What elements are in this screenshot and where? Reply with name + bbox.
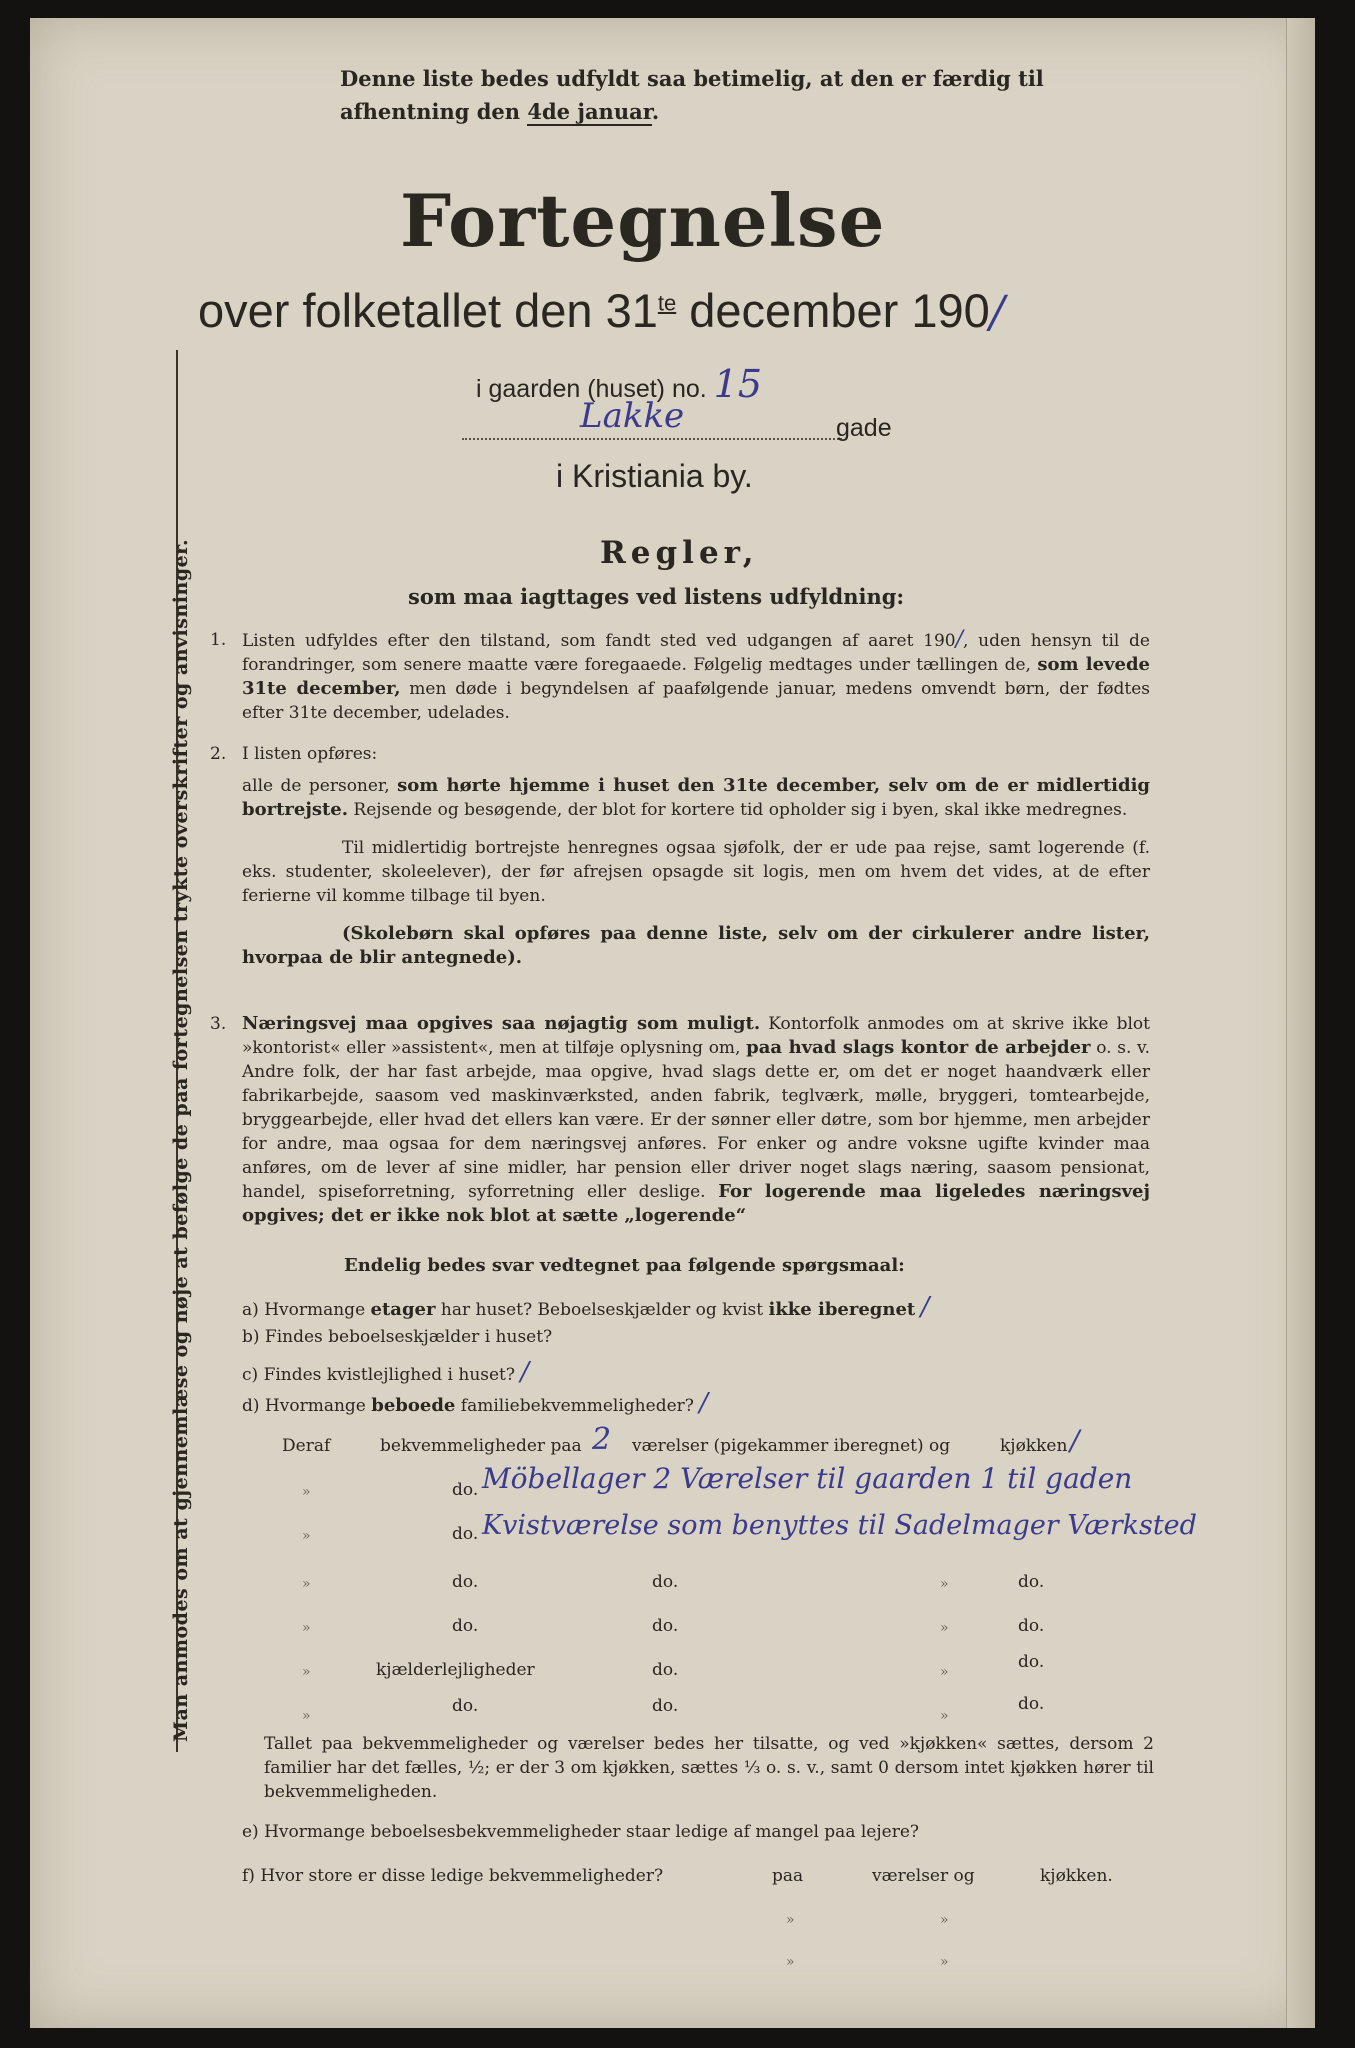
qb-text: Findes beboelseskjælder i huset? bbox=[264, 1327, 553, 1347]
question-b bbox=[242, 1327, 552, 1347]
rule-3-b: o. s. v. Andre folk, der har fast arbejde, maa opgive, hvad slags dette er, om det er noget haandværk eller fabrikarbejde, saasom ved maskinværksted, anden fabrik, teglværk, mølle, bryggeri, tomtearbejde, bryggearbejde, eller hvad det ellers kan være. Er der sønner eller døtre, som bor hjemme, men arbejder for andre, maa ogsaa for dem næringsvej anføres. For enker og andre voksne ugifte kvinder maa anføres, om de lever af sine midler, har pension eller driver noget slags næring, saasom pensionat, handel, spiseforretning, syforretning eller deslige. bbox=[242, 1038, 1151, 1202]
row4-quote: » bbox=[302, 1620, 311, 1636]
row3-do-1: do. bbox=[452, 1572, 479, 1592]
notice-suffix: . bbox=[651, 99, 660, 124]
rule-1-text bbox=[242, 628, 1150, 725]
rule-2-c: Til midlertidig bortrejste henregnes ogsaa sjøfolk, der er ude paa rejse, samt logerende (f. eks. studenter, skoleelever), der før afrejsen opsagde sit logis, men om hvem det vides, at de efter ferierne vil komme tilbage til byen. bbox=[242, 838, 1150, 906]
rule-3-text bbox=[242, 1012, 1150, 1228]
qf-kjokken: kjøkken. bbox=[1040, 1866, 1113, 1886]
deraf-kjokken: kjøkken bbox=[1000, 1436, 1068, 1456]
rules-heading: Regler, bbox=[600, 535, 759, 571]
qa-answer: / bbox=[920, 1292, 930, 1322]
row3-do-2: do. bbox=[652, 1572, 679, 1592]
rule-1-c: men døde i begyndelsen af paafølgende januar, medens omvendt børn, der fødtes efter 31te december, udelades. bbox=[242, 679, 1150, 723]
qf-vaerelser: værelser og bbox=[872, 1866, 975, 1886]
qc-answer: / bbox=[520, 1357, 530, 1387]
question-e bbox=[242, 1822, 919, 1842]
f-row2-quote-2: » bbox=[940, 1954, 949, 1970]
rule-2-d: (Skolebørn skal opføres paa denne liste, selv om der cirkulerer andre lister, hvorpaa de blir antegnede). bbox=[242, 923, 1150, 968]
page-edge bbox=[1286, 18, 1315, 2028]
deraf-kjokken-answer: / bbox=[1070, 1424, 1080, 1457]
questions-heading: Endelig bedes svar vedtegnet paa følgende spørgsmaal: bbox=[344, 1255, 905, 1276]
subtitle-sup: te bbox=[657, 290, 677, 316]
row1-do: do. bbox=[452, 1480, 479, 1500]
rule-3 bbox=[210, 1012, 1150, 1228]
qd-post: familiebekvemmeligheder? bbox=[460, 1396, 694, 1416]
rule-1-number: 1. bbox=[210, 630, 227, 650]
row5-do-2: do. bbox=[652, 1660, 679, 1680]
house-number-value: 15 bbox=[713, 362, 763, 406]
rule-1-bold: som levede 31te december, bbox=[242, 654, 1151, 699]
row5-quote-2: » bbox=[940, 1664, 949, 1680]
qd-pre: Hvormange bbox=[264, 1396, 366, 1416]
qa-bold-2: ikke iberegnet bbox=[768, 1299, 916, 1320]
rule-1 bbox=[210, 628, 1150, 725]
subtitle-prefix: over folketallet den 31 bbox=[198, 284, 658, 337]
f-row1-quote-2: » bbox=[940, 1912, 949, 1928]
rule-2-a: alle de personer, bbox=[242, 776, 390, 796]
qe-text: Hvormange beboelsesbekvemmeligheder staar ledige af mangel paa lejere? bbox=[264, 1822, 919, 1842]
deraf-rooms-answer: 2 bbox=[592, 1422, 612, 1457]
row4-do-1: do. bbox=[452, 1616, 479, 1636]
qd-bold: beboede bbox=[371, 1395, 456, 1416]
f-row1-quote-1: » bbox=[786, 1912, 795, 1928]
rule-1-a: Listen udfyldes efter den tilstand, som fandt sted ved udgangen af aaret 190 bbox=[242, 631, 956, 651]
row4-do-3: do. bbox=[1018, 1616, 1045, 1636]
subtitle-suffix: december 190 bbox=[676, 284, 990, 337]
row5-do-3: do. bbox=[1018, 1652, 1045, 1672]
row3-quote: » bbox=[302, 1576, 311, 1592]
handwritten-row-1: Möbellager 2 Værelser til gaarden 1 til gaden bbox=[482, 1462, 1133, 1495]
rule-3-a: Kontorfolk anmodes om at skrive ikke blot »kontorist« eller »assistent«, men at tilføje oplysning om, bbox=[242, 1014, 1150, 1058]
notice-line-2 bbox=[340, 95, 1170, 128]
qc-label: c) bbox=[242, 1365, 259, 1385]
row2-quote: » bbox=[302, 1528, 311, 1544]
handwritten-row-2: Kvistværelse som benyttes til Sadelmager Værksted bbox=[482, 1510, 1197, 1541]
rule-3-bold-2: paa hvad slags kontor de arbejder bbox=[746, 1037, 1091, 1058]
handwritten-year: / bbox=[989, 287, 1005, 338]
row1-quote: » bbox=[302, 1484, 311, 1500]
rule-2-b: Rejsende og besøgende, der blot for kortere tid opholder sig i byen, skal ikke medregnes. bbox=[353, 800, 1128, 820]
row6-quote-2: » bbox=[940, 1708, 949, 1724]
f-row2-quote-1: » bbox=[786, 1954, 795, 1970]
deraf-vaerelser: værelser (pigekammer iberegnet) og bbox=[632, 1436, 951, 1456]
notice-prefix: afhentning den bbox=[340, 99, 528, 124]
row5-kjaelder: kjælderlejligheder bbox=[376, 1660, 535, 1680]
qd-answer: / bbox=[699, 1388, 709, 1418]
city-line: i Kristiania by. bbox=[556, 458, 753, 494]
row4-do-2: do. bbox=[652, 1616, 679, 1636]
pickup-notice bbox=[340, 62, 1170, 128]
deraf-bekv: bekvemmeligheder paa bbox=[380, 1436, 582, 1456]
row6-do-1: do. bbox=[452, 1696, 479, 1716]
row6-do-3: do. bbox=[1018, 1694, 1045, 1714]
row3-quote-2: » bbox=[940, 1576, 949, 1592]
row6-quote: » bbox=[302, 1708, 311, 1724]
form-title: Fortegnelse bbox=[400, 178, 886, 263]
rule-2-head: I listen opføres: bbox=[242, 744, 378, 764]
question-c bbox=[242, 1357, 529, 1387]
notice-line-1: Denne liste bedes udfyldt saa betimelig, at den er færdig til bbox=[340, 66, 1044, 91]
rule-2-body bbox=[242, 774, 1150, 822]
rule-2-bold: som hørte hjemme i huset den 31te december, selv om de er midlertidig bortrejste. bbox=[242, 775, 1151, 820]
question-f-left bbox=[242, 1866, 663, 1886]
row5-quote: » bbox=[302, 1664, 311, 1680]
sidebar-instruction: Man anmodes om at gjennemlæse og nøje at befølge de paa fortegnelsen trykte overskrifter og anvisninger. bbox=[170, 538, 192, 1742]
rule-2 bbox=[210, 742, 1150, 970]
qb-label: b) bbox=[242, 1327, 260, 1347]
qc-text: Findes kvistlejlighed i huset? bbox=[263, 1365, 516, 1385]
qa-bold-1: etager bbox=[370, 1299, 436, 1320]
qa-mid: har huset? Beboelseskjælder og kvist bbox=[440, 1300, 764, 1320]
rule-3-number: 3. bbox=[210, 1014, 227, 1034]
row2-do: do. bbox=[452, 1524, 479, 1544]
deraf-label: Deraf bbox=[282, 1436, 331, 1456]
form-subtitle bbox=[198, 283, 1005, 338]
bottom-note: Tallet paa bekvemmeligheder og værelser bedes her tilsatte, og ved »kjøkken« sættes, dersom 2 familier har det fælles, ½; er der 3 om kjøkken, sættes ⅓ o. s. v., samt 0 dersom intet kjøkken hører til bekvemmeligheden. bbox=[264, 1734, 1154, 1802]
question-d bbox=[242, 1388, 708, 1418]
rule-1-b: , uden hensyn til de forandringer, som senere maatte være foregaaede. Følgelig medtages under tællingen de, bbox=[242, 631, 1150, 675]
rule-3-bold-1: Næringsvej maa opgives saa nøjagtig som muligt. bbox=[242, 1013, 761, 1034]
house-number-label: i gaarden (huset) no. bbox=[476, 375, 707, 403]
row3-do-3: do. bbox=[1018, 1572, 1045, 1592]
street-label: gade bbox=[836, 414, 892, 442]
rule-2-number: 2. bbox=[210, 744, 227, 764]
qe-label: e) bbox=[242, 1822, 259, 1842]
row6-do-2: do. bbox=[652, 1696, 679, 1716]
qf-label: f) bbox=[242, 1866, 255, 1886]
rule-3-bold-3: For logerende maa ligeledes næringsvej opgives; det er ikke nok blot at sætte „logerende“ bbox=[242, 1181, 1151, 1226]
rule-1-year: / bbox=[955, 627, 964, 652]
row4-quote-2: » bbox=[940, 1620, 949, 1636]
qa-pre: Hvormange bbox=[264, 1300, 366, 1320]
qa-label: a) bbox=[242, 1300, 259, 1320]
qf-text: Hvor store er disse ledige bekvemmeligheder? bbox=[260, 1866, 664, 1886]
qd-label: d) bbox=[242, 1396, 260, 1416]
rules-subheading: som maa iagttages ved listens udfyldning: bbox=[408, 584, 905, 609]
qf-paa: paa bbox=[772, 1866, 804, 1886]
street-name-handwritten: Lakke bbox=[580, 396, 685, 436]
question-a bbox=[242, 1292, 929, 1322]
notice-date: 4de januar bbox=[527, 99, 652, 124]
